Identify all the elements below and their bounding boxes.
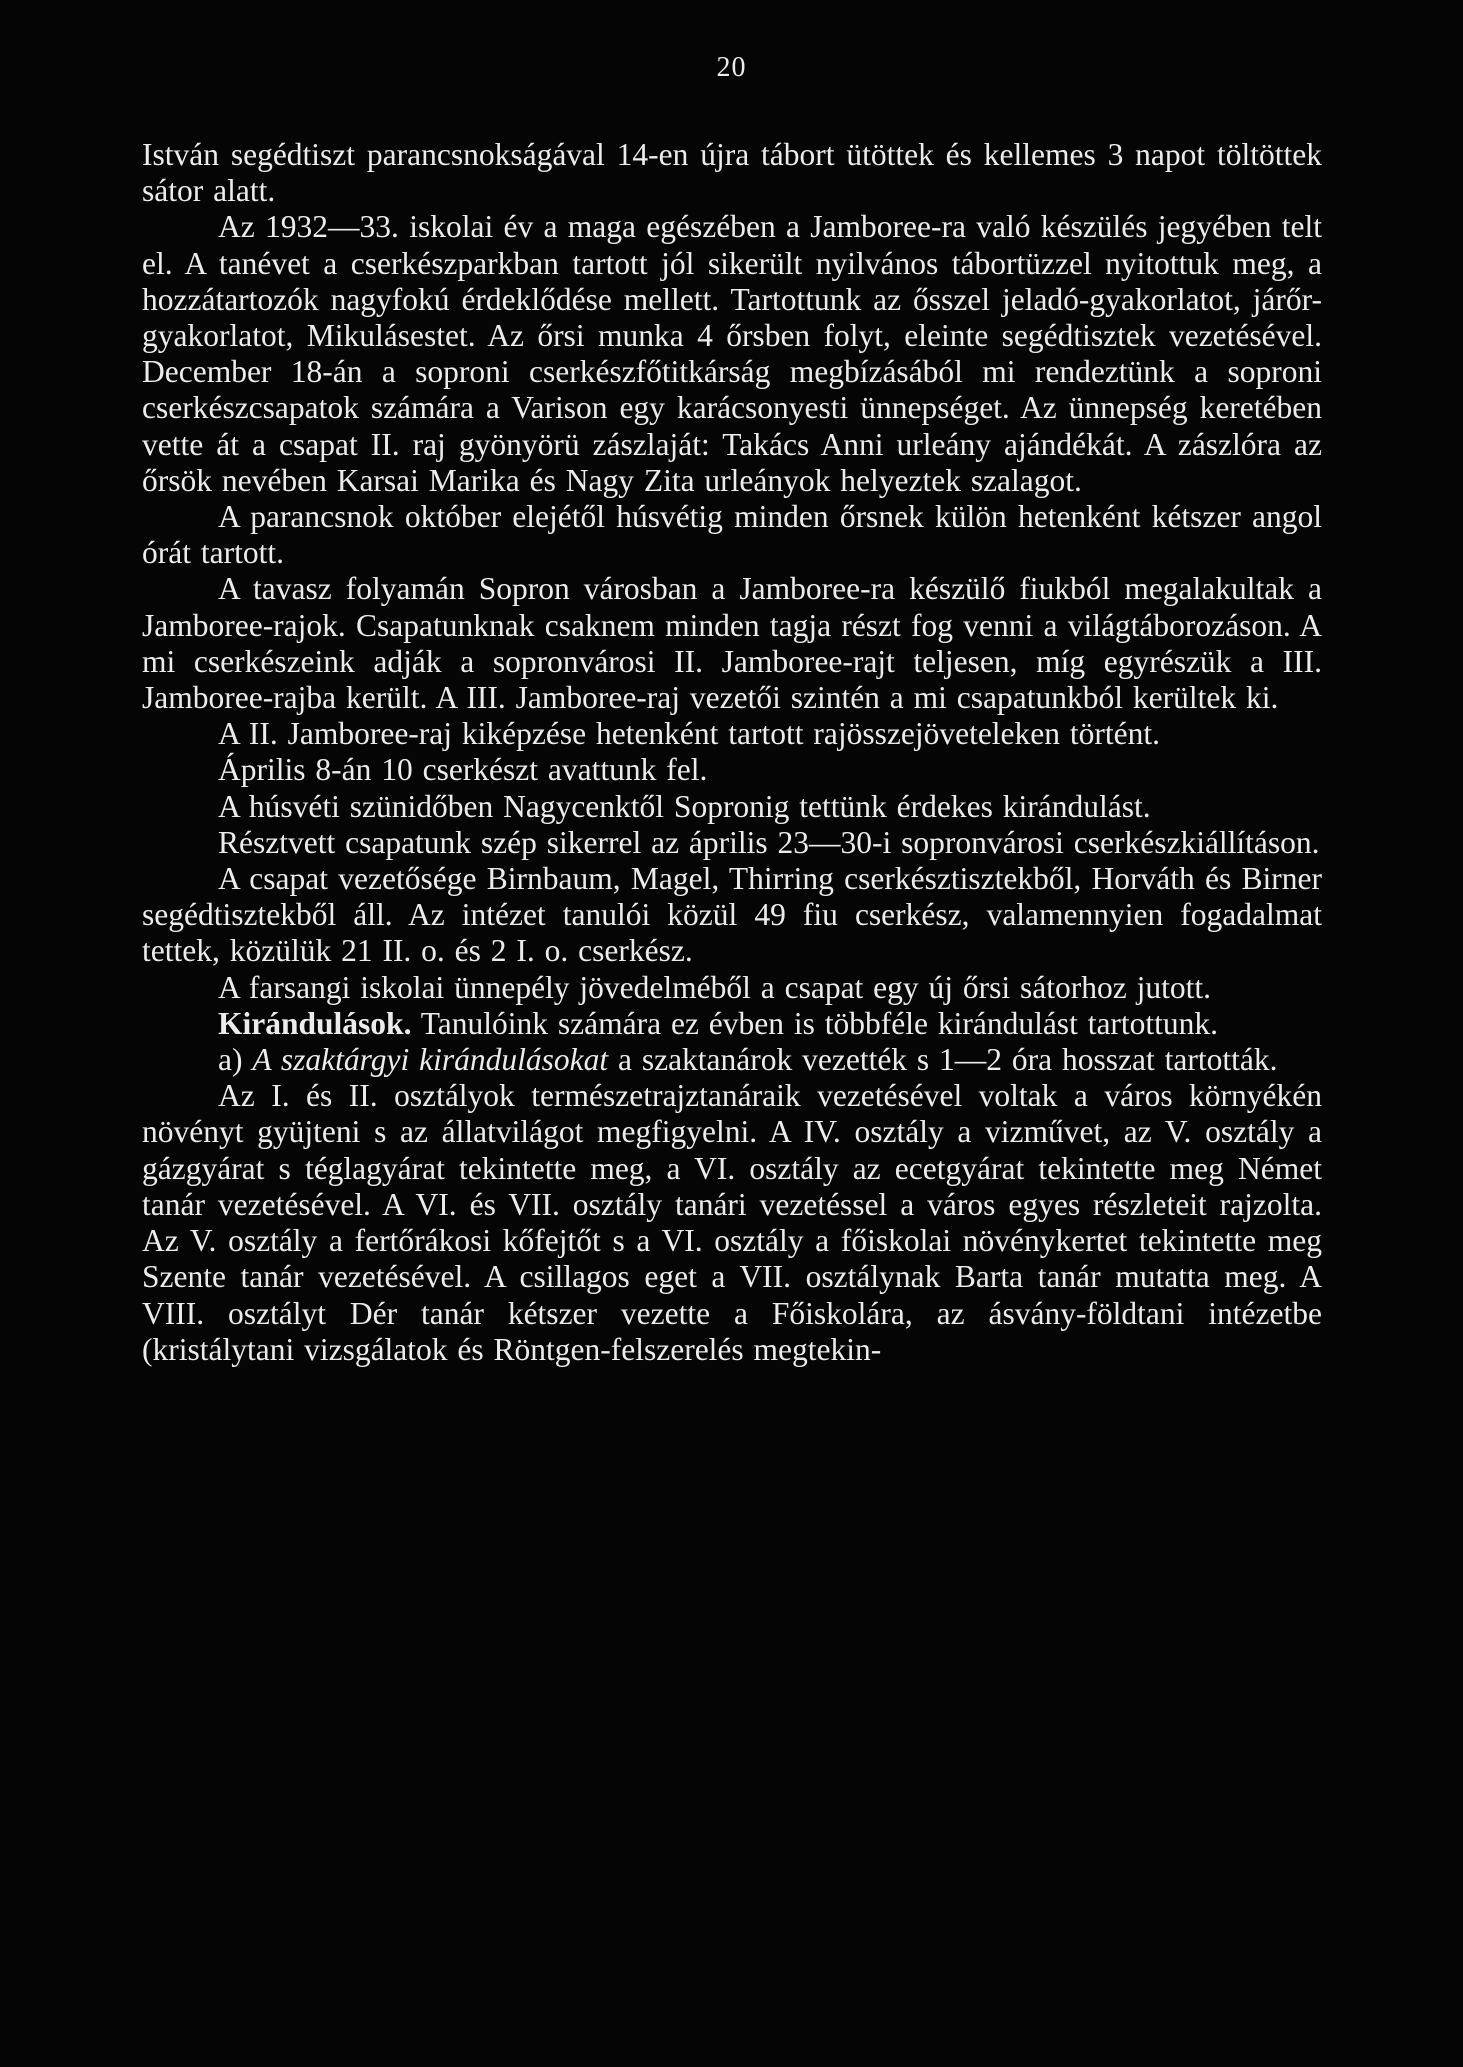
list-marker: a): [218, 1042, 253, 1078]
paragraph: Április 8-án 10 cserkészt avattunk fel.: [218, 752, 708, 788]
paragraph: Az 1932—33. iskolai év a maga egészében a Jamboree-ra való készülés jegyében telt el. A tanévet a cserkészparkban tartott jól sikerült nyilvános tábortüzzel nyitottuk meg, a hozzátartozók nagyfokú érdeklődése mellett. Tartottunk az ősszel jeladó-gyakorlatot, járőr-gyakorlatot, Mikulásestet. Az őrsi munka 4 őrsben folyt, eleinte segédtisztek vezetésével. December 18-án a soproni cserkészfőtitkárság megbízásából mi rendeztünk a soproni cserkészcsapatok számára a Varison egy karácsonyesti ünnepséget. Az ünnepség keretében vette át a csapat II. raj gyönyörü zászlaját: Takács Anni urleány ajándékát. A zászlóra az őrsök nevében Karsai Marika és Nagy Zita urleányok helyeztek szalagot.: [142, 209, 1322, 498]
paragraph: Résztvett csapatunk szép sikerrel az április 23—30-i sopronvárosi cserkészkiállításon.: [218, 824, 1320, 860]
paragraph-text: a szaktanárok vezették s 1—2 óra hosszat tartották.: [608, 1042, 1278, 1078]
italic-lead: A szaktárgyi kirándulásokat: [252, 1042, 609, 1078]
paragraph: A húsvéti szünidőben Nagycenktől Sopronig tettünk érdekes kirándulást.: [218, 788, 1151, 824]
paragraph: István segédtiszt parancsnokságával 14-en újra tábort ütöttek és kellemes 3 napot töltöttek sátor alatt.: [142, 137, 1322, 209]
paragraph: Az I. és II. osztályok természetrajztanáraik vezetésével voltak a város környékén növényt gyüjteni s az állatvilágot megfigyelni. A IV. osztály a vizművet, az V. osztály a gázgyárat s téglagyárat tekintette meg, a VI. osztály az ecetgyárat tekintette meg Német tanár vezetésével. A VI. és VII. osztály tanári vezetéssel a város egyes részleteit rajzolta. Az V. osztály a fertőrákosi kőfejtőt s a VI. osztály a főiskolai növénykertet tekintette meg Szente tanár vezetésével. A csillagos eget a VII. osztálynak Barta tanár mutatta meg. A VIII. osztályt Dér tanár kétszer vezette a Főiskolára, az ásvány-földtani intézetbe (kristálytani vizsgálatok és Röntgen-felszerelés megtekin-: [142, 1078, 1322, 1367]
paragraph: A tavasz folyamán Sopron városban a Jamboree-ra készülő fiukból megalakultak a Jamboree-rajok. Csapatunknak csaknem minden tagja részt fog venni a világtáborozáson. A mi cserkészeink adják a sopronvárosi II. Jamboree-rajt teljesen, míg egyrészük a III. Jamboree-rajba került. A III. Jamboree-raj vezetői szintén a mi csapatunkból kerültek ki.: [142, 571, 1322, 716]
paragraph: A II. Jamboree-raj kiképzése hetenként tartott rajösszejöveteleken történt.: [218, 716, 1160, 752]
section-heading: Kirándulások.: [218, 1005, 412, 1041]
page-number: 20: [716, 52, 747, 83]
paragraph: A csapat vezetősége Birnbaum, Magel, Thirring cserkésztisztekből, Horváth és Birner segédtisztekből áll. Az intézet tanulói közül 49 fiu cserkész, valamennyien fogadalmat tettek, közülük 21 II. o. és 2 I. o. cserkész.: [142, 861, 1322, 969]
paragraph: [142, 1042, 1322, 1078]
paragraph-text: Tanulóink számára ez évben is többféle kirándulást tartottunk.: [411, 1005, 1219, 1041]
text-body: [142, 137, 1322, 1368]
paragraph: A parancsnok október elejétől húsvétig minden őrsnek külön hetenként kétszer angol órát tartott.: [142, 499, 1322, 571]
paragraph: [142, 1006, 1322, 1042]
paragraph: A farsangi iskolai ünnepély jövedelméből a csapat egy új őrsi sátorhoz jutott.: [218, 969, 1212, 1005]
